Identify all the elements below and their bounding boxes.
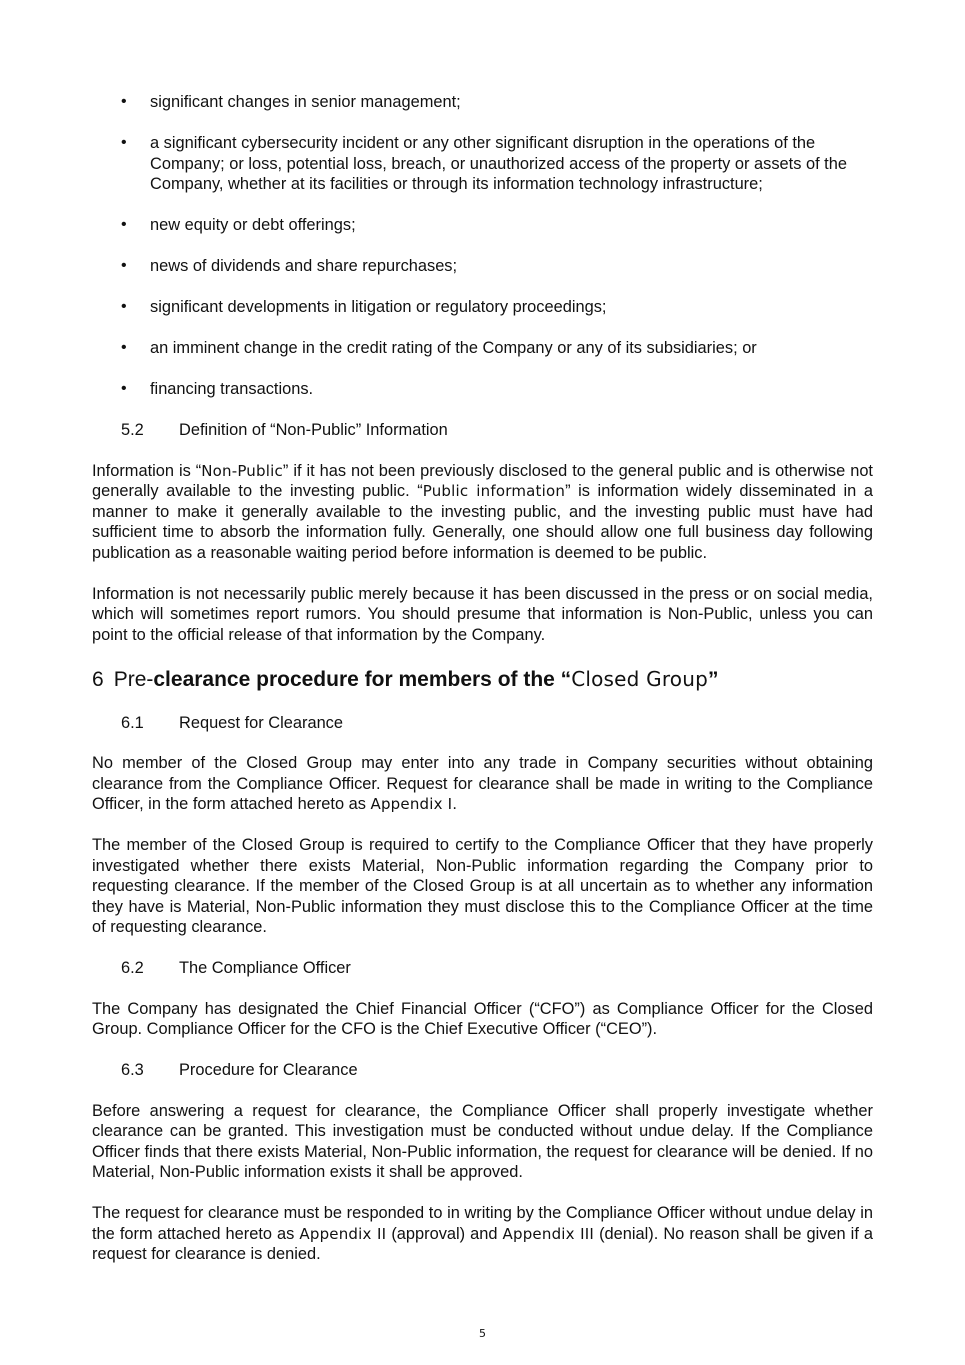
bullet-icon: •	[121, 380, 127, 397]
bullet-icon: •	[121, 216, 127, 233]
paragraph-non-public-definition: Information is “Non-Public” if it has not been previously disclosed to the general public and is otherwise not generally available to the investing public. “Public information” is information widely disseminated in a manner to make it generally available to the investing public, and the investing public must have had sufficient time to absorb the information fully. Generally, one should allow one full business day following publication as a reasonable waiting period before information is deemed to be public.	[92, 461, 873, 562]
list-item: • news of dividends and share repurchases;	[121, 257, 458, 275]
subsection-title: Request for Clearance	[179, 713, 343, 732]
subsection-number: 6.3	[121, 1061, 144, 1079]
list-item: • significant developments in litigation or regulatory proceedings;	[121, 298, 607, 316]
section-number: 6	[92, 667, 104, 691]
list-item: • new equity or debt offerings;	[121, 216, 356, 234]
list-item: • significant changes in senior management;	[121, 93, 461, 111]
bullet-icon: •	[121, 298, 127, 315]
subsection-heading-5-2	[92, 420, 873, 441]
bullet-icon: •	[121, 93, 127, 110]
paragraph-public-presumption: Information is not necessarily public merely because it has been discussed in the press or on social media, which will sometimes report rumors. You should presume that information is Non-Public, unless you can point to the official release of that information by the Company.	[92, 584, 873, 644]
subsection-title: The Compliance Officer	[179, 959, 351, 977]
section-heading-6: 6 Pre-clearance procedure for members of the “Closed Group”	[92, 666, 719, 691]
page-content	[92, 92, 873, 1285]
bullet-icon: •	[121, 339, 127, 356]
subsection-number: 6.2	[121, 959, 144, 977]
paragraph-response: The request for clearance must be responded to in writing by the Compliance Officer without undue delay in the form attached hereto as Appendix II (approval) and Appendix III (denial). No reason shall be given if a request for clearance is denied.	[92, 1204, 874, 1263]
subsection-number: 5.2	[121, 421, 144, 439]
list-item: • an imminent change in the credit rating of the Company or any of its subsidiaries; or	[121, 339, 757, 357]
page-number: 5	[479, 1327, 486, 1340]
list-item: • a significant cybersecurity incident or any other significant disruption in the operations of the Company; or loss, potential loss, breach, or unauthorized access of the property or assets of the Company, whether at its facilities or through its information technology infrastructure;	[121, 134, 847, 193]
paragraph-certify: The member of the Closed Group is required to certify to the Compliance Officer that they have properly investigated whether there exists Material, Non-Public information regarding the Company prior to requesting clearance. If the member of the Closed Group is at all uncertain as to whether any information they have is Material, Non-Public information they must disclose this to the Compliance Officer at the time of requesting clearance.	[92, 836, 873, 936]
subsection-heading-6-2	[92, 958, 873, 979]
paragraph-procedure: Before answering a request for clearance, the Compliance Officer shall properly investigate whether clearance can be granted. This investigation must be conducted without undue delay. If the Compliance Officer finds that there exists Material, Non-Public information, the request for clearance will be denied. If no Material, Non-Public information exists it shall be approved.	[92, 1101, 873, 1181]
bullet-icon: •	[121, 134, 127, 151]
paragraph-compliance-officer: The Company has designated the Chief Financial Officer (“CFO”) as Compliance Officer for the Closed Group. Compliance Officer for the CFO is the Chief Executive Officer (“CEO”).	[92, 999, 873, 1038]
subsection-title: Definition of “Non-Public” Information	[179, 421, 448, 439]
subsection-title: Procedure for Clearance	[179, 1061, 358, 1079]
list-item: • financing transactions.	[121, 380, 314, 398]
subsection-number: 6.1	[121, 713, 144, 732]
subsection-heading-6-3	[92, 1060, 873, 1081]
bullet-list	[92, 92, 873, 400]
bullet-icon: •	[121, 257, 127, 274]
paragraph-request-clearance: No member of the Closed Group may enter into any trade in Company securities without obtaining clearance from the Compliance Officer. Request for clearance shall be made in writing to the Compliance Officer, in the form attached hereto as Appendix I.	[92, 754, 873, 813]
subsection-heading-6-1	[92, 713, 873, 734]
